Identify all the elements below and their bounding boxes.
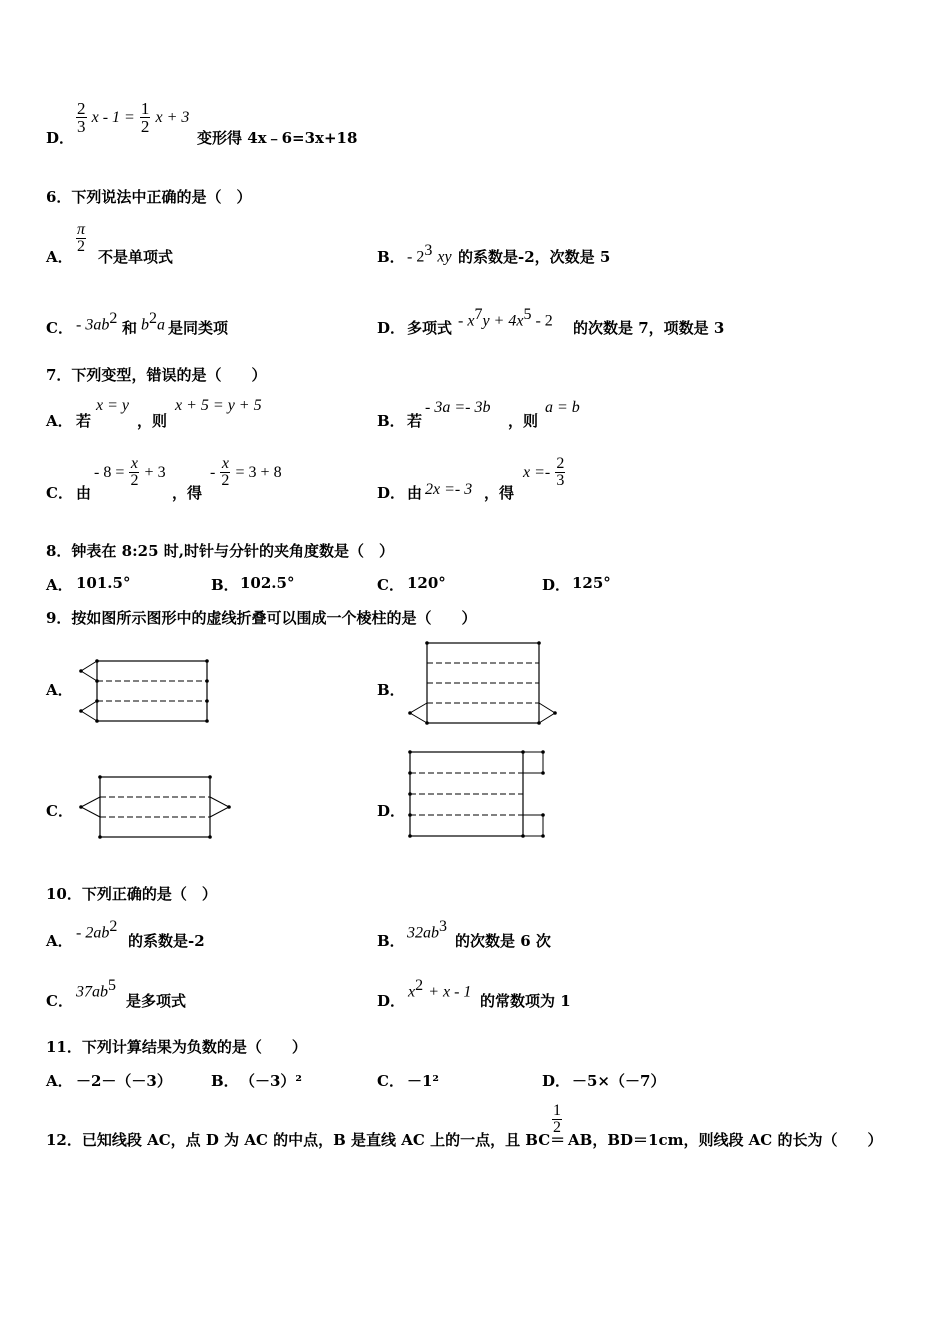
q6-option-d-text: 的次数是 7，项数是 3 [573, 319, 725, 337]
q6-option-c-text: 是同类项 [168, 319, 229, 337]
q9-option-d-label: D． [377, 802, 406, 820]
q9-stem: 9．按如图所示图形中的虚线折叠可以围成一个棱柱的是（ ） [46, 609, 477, 627]
q10-option-b-text: 的次数是 6 次 [455, 932, 551, 950]
q10-option-b-label: B． [377, 932, 405, 950]
q8-option-d-label: D． [542, 576, 571, 594]
q6-stem: 6．下列说法中正确的是（ ） [46, 188, 252, 206]
q8-option-c-text: 120° [407, 574, 446, 592]
q7-option-d-pre: 由 [407, 484, 423, 502]
q8-stem: 8．钟表在 8:25 时,时针与分针的夹角度数是（ ） [46, 542, 394, 560]
q8-option-a-label: A． [46, 576, 73, 594]
q8-option-b-label: B． [211, 576, 239, 594]
q10-option-d-text: 的常数项为 1 [480, 992, 571, 1010]
q7-option-c-pre: 由 [76, 484, 92, 502]
q8-option-d-text: 125° [572, 574, 611, 592]
q10-option-a-text: 的系数是-2 [128, 932, 205, 950]
q6-option-d-pre: 多项式 [407, 319, 453, 337]
q12-stem-post: AB，BD＝1cm，则线段 AC 的长为（ ） [568, 1131, 883, 1149]
q11-option-c-text: －1² [407, 1072, 440, 1090]
q7-option-b-expr1: - 3a =- 3b [425, 399, 491, 416]
q6-option-b-text: 的系数是-2，次数是 5 [458, 248, 611, 266]
q6-option-a-expr: $\frac{\pi}{2}$ [77, 221, 86, 255]
q7-option-b-mid: ，则 [508, 412, 539, 430]
q7-option-d-mid: ，得 [484, 484, 515, 502]
q9-figure-b [405, 637, 560, 729]
q6-option-c-label: C． [46, 319, 73, 337]
q10-option-c-expr: $37ab^5$ [76, 977, 116, 1001]
q7-option-d-expr2: x =- $\frac{2}{3}$ [523, 455, 565, 489]
q10-option-a-label: A． [46, 932, 73, 950]
q9-option-c-label: C． [46, 802, 73, 820]
q10-option-b-expr: $32ab^3$ [407, 918, 447, 942]
q9-figure-d [405, 748, 550, 843]
q7-option-a-expr1: x = y [96, 397, 129, 414]
q11-option-b-text: （－3）² [240, 1072, 303, 1090]
q5-option-d-label: D． [46, 129, 75, 147]
q6-option-c-expr2: $b^2a$ [141, 310, 165, 334]
q7-option-c-expr1: - 8 = $\frac{x}{2}$ + 3 [94, 455, 166, 489]
q10-option-c-text: 是多项式 [126, 992, 187, 1010]
q6-option-b-expr: - $2^3$ xy [407, 242, 452, 266]
q7-option-d-label: D． [377, 484, 406, 502]
q11-option-a-label: A． [46, 1072, 73, 1090]
q7-option-a-expr2: x + 5 = y + 5 [175, 397, 262, 414]
q7-stem: 7．下列变型，错误的是（ ） [46, 366, 267, 384]
q9-option-b-label: B． [377, 681, 405, 699]
q7-option-c-mid: ，得 [172, 484, 203, 502]
q6-option-c-expr: - $3ab^2$ [76, 310, 118, 334]
q6-option-b-label: B． [377, 248, 405, 266]
q7-option-c-expr2: - $\frac{x}{2}$ = 3 + 8 [210, 455, 282, 489]
q6-option-c-mid: 和 [122, 319, 138, 337]
q7-option-b-expr2: a = b [545, 399, 580, 416]
q7-option-a-label: A． [46, 412, 73, 430]
q11-option-a-text: －2－（－3） [76, 1072, 172, 1090]
q7-option-a-pre: 若 [76, 412, 92, 430]
q6-option-d-label: D． [377, 319, 406, 337]
q7-option-a-mid: ，则 [137, 412, 168, 430]
q11-stem: 11．下列计算结果为负数的是（ ） [46, 1038, 307, 1056]
q11-option-d-label: D． [542, 1072, 571, 1090]
q7-option-d-expr1: 2x =- 3 [425, 481, 473, 498]
q8-option-a-text: 101.5° [76, 574, 131, 592]
q10-option-a-expr: - $2ab^2$ [76, 918, 118, 942]
q7-option-c-label: C． [46, 484, 73, 502]
q9-figure-c [76, 772, 236, 842]
q8-option-b-text: 102.5° [240, 574, 295, 592]
q12-fraction: $\frac{1}{2}$ [553, 1102, 561, 1136]
q6-option-d-expr: - $x^7y + 4x^5 - 2$ [458, 306, 553, 330]
q11-option-d-text: －5×（－7） [572, 1072, 666, 1090]
q11-option-c-label: C． [377, 1072, 404, 1090]
q7-option-b-label: B． [377, 412, 405, 430]
q10-option-d-expr: $x^2 + x - 1$ [408, 977, 472, 1001]
q9-option-a-label: A． [46, 681, 73, 699]
q12-stem-pre: 12．已知线段 AC，点 D 为 AC 的中点，B 是直线 AC 上的一点，且 BC＝ [46, 1131, 566, 1149]
q5-option-d-expression: $\frac{2}{3}$ x - 1 = $\frac{1}{2}$ x + 3 [77, 99, 190, 136]
q10-option-c-label: C． [46, 992, 73, 1010]
q6-option-a-label: A． [46, 248, 73, 266]
q10-stem: 10．下列正确的是（ ） [46, 885, 217, 903]
q6-option-a-text: 不是单项式 [98, 248, 174, 266]
q9-figure-a [76, 655, 216, 727]
q7-option-b-pre: 若 [407, 412, 423, 430]
q8-option-c-label: C． [377, 576, 404, 594]
q10-option-d-label: D． [377, 992, 406, 1010]
q11-option-b-label: B． [211, 1072, 239, 1090]
q5-option-d-text: 变形得 4x﹣6=3x+18 [197, 129, 358, 147]
